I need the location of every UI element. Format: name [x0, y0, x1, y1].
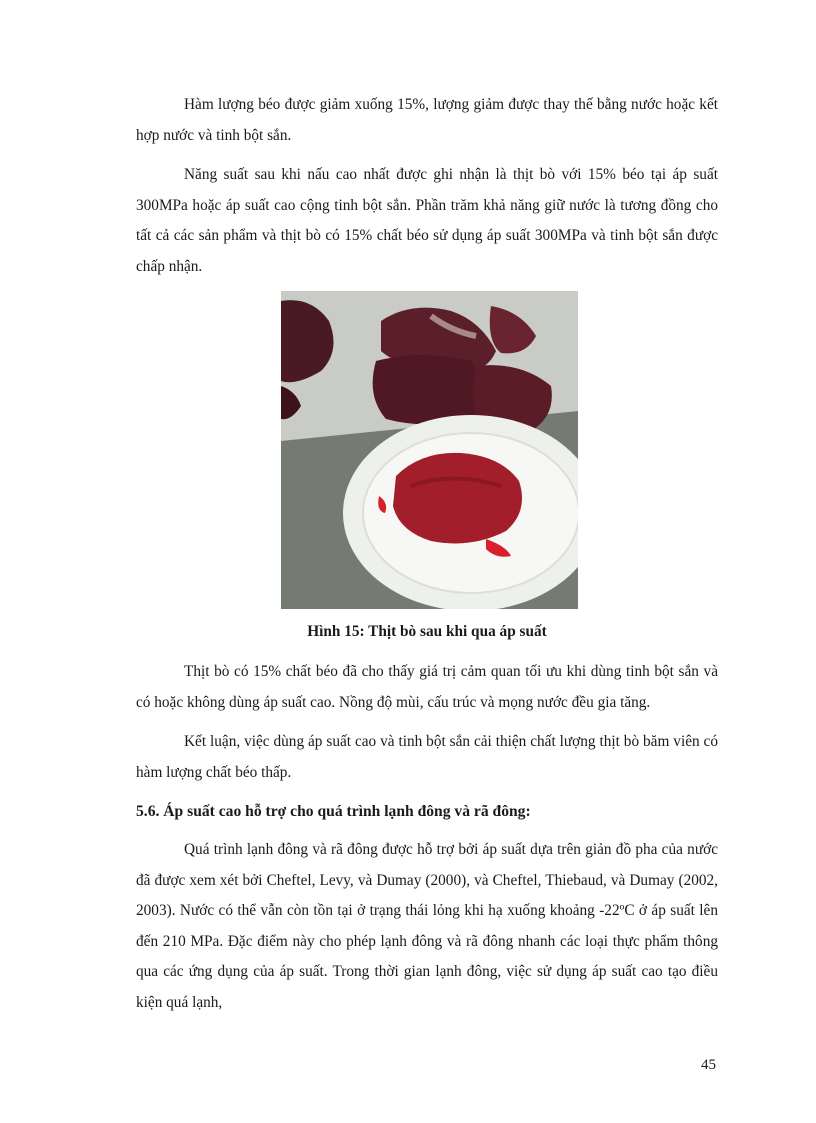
paragraph: Quá trình lạnh đông và rã đông được hỗ trợ bởi áp suất dựa trên giản đồ pha của nước đã được xem xét bởi Cheftel, Levy, và Dumay (2000), và Cheftel, Thiebaud, và Dumay (2002, 2003). Nước có thể vẫn còn tồn tại ở trạng thái lỏng khi hạ xuống khoảng -22ºC ở áp suất lên đến 210 MPa. Đặc điểm này cho phép lạnh đông và rã đông nhanh các loại thực phẩm thông qua các ứng dụng của áp suất. Trong thời gian lạnh đông, việc sử dụng áp suất cao tạo điều kiện quá lạnh, [136, 841, 718, 1011]
meat-pack-middle [372, 355, 482, 424]
paragraph: Kết luận, việc dùng áp suất cao và tinh bột sắn cải thiện chất lượng thịt bò băm viên có hàm lượng chất béo thấp. [136, 733, 718, 781]
paragraph: Thịt bò có 15% chất béo đã cho thấy giá trị cảm quan tối ưu khi dùng tinh bột sắn và có hoặc không dùng áp suất cao. Nồng độ mùi, cấu trúc và mọng nước đều gia tăng. [136, 663, 718, 711]
paragraph: Hàm lượng béo được giảm xuống 15%, lượng giảm được thay thế bằng nước hoặc kết hợp nước và tinh bột sắn. [136, 96, 718, 144]
page-number: 45 [701, 1057, 716, 1073]
meat-patty [393, 453, 522, 544]
section-heading: 5.6. Áp suất cao hỗ trợ cho quá trình lạnh đông và rã đông: [136, 803, 531, 820]
figure-caption: Hình 15: Thịt bò sau khi qua áp suất [307, 623, 547, 640]
meat-photo-illustration [281, 291, 578, 609]
paragraph: Năng suất sau khi nấu cao nhất được ghi nhận là thịt bò với 15% béo tại áp suất 300MPa hoặc áp suất cao cộng tinh bột sắn. Phần trăm khả năng giữ nước là tương đồng cho tất cả các sản phẩm và thịt bò có 15% chất béo sử dụng áp suất 300MPa và tinh bột sắn được chấp nhận. [136, 166, 718, 275]
document-page [136, 90, 718, 1027]
figure-photo [281, 291, 578, 609]
